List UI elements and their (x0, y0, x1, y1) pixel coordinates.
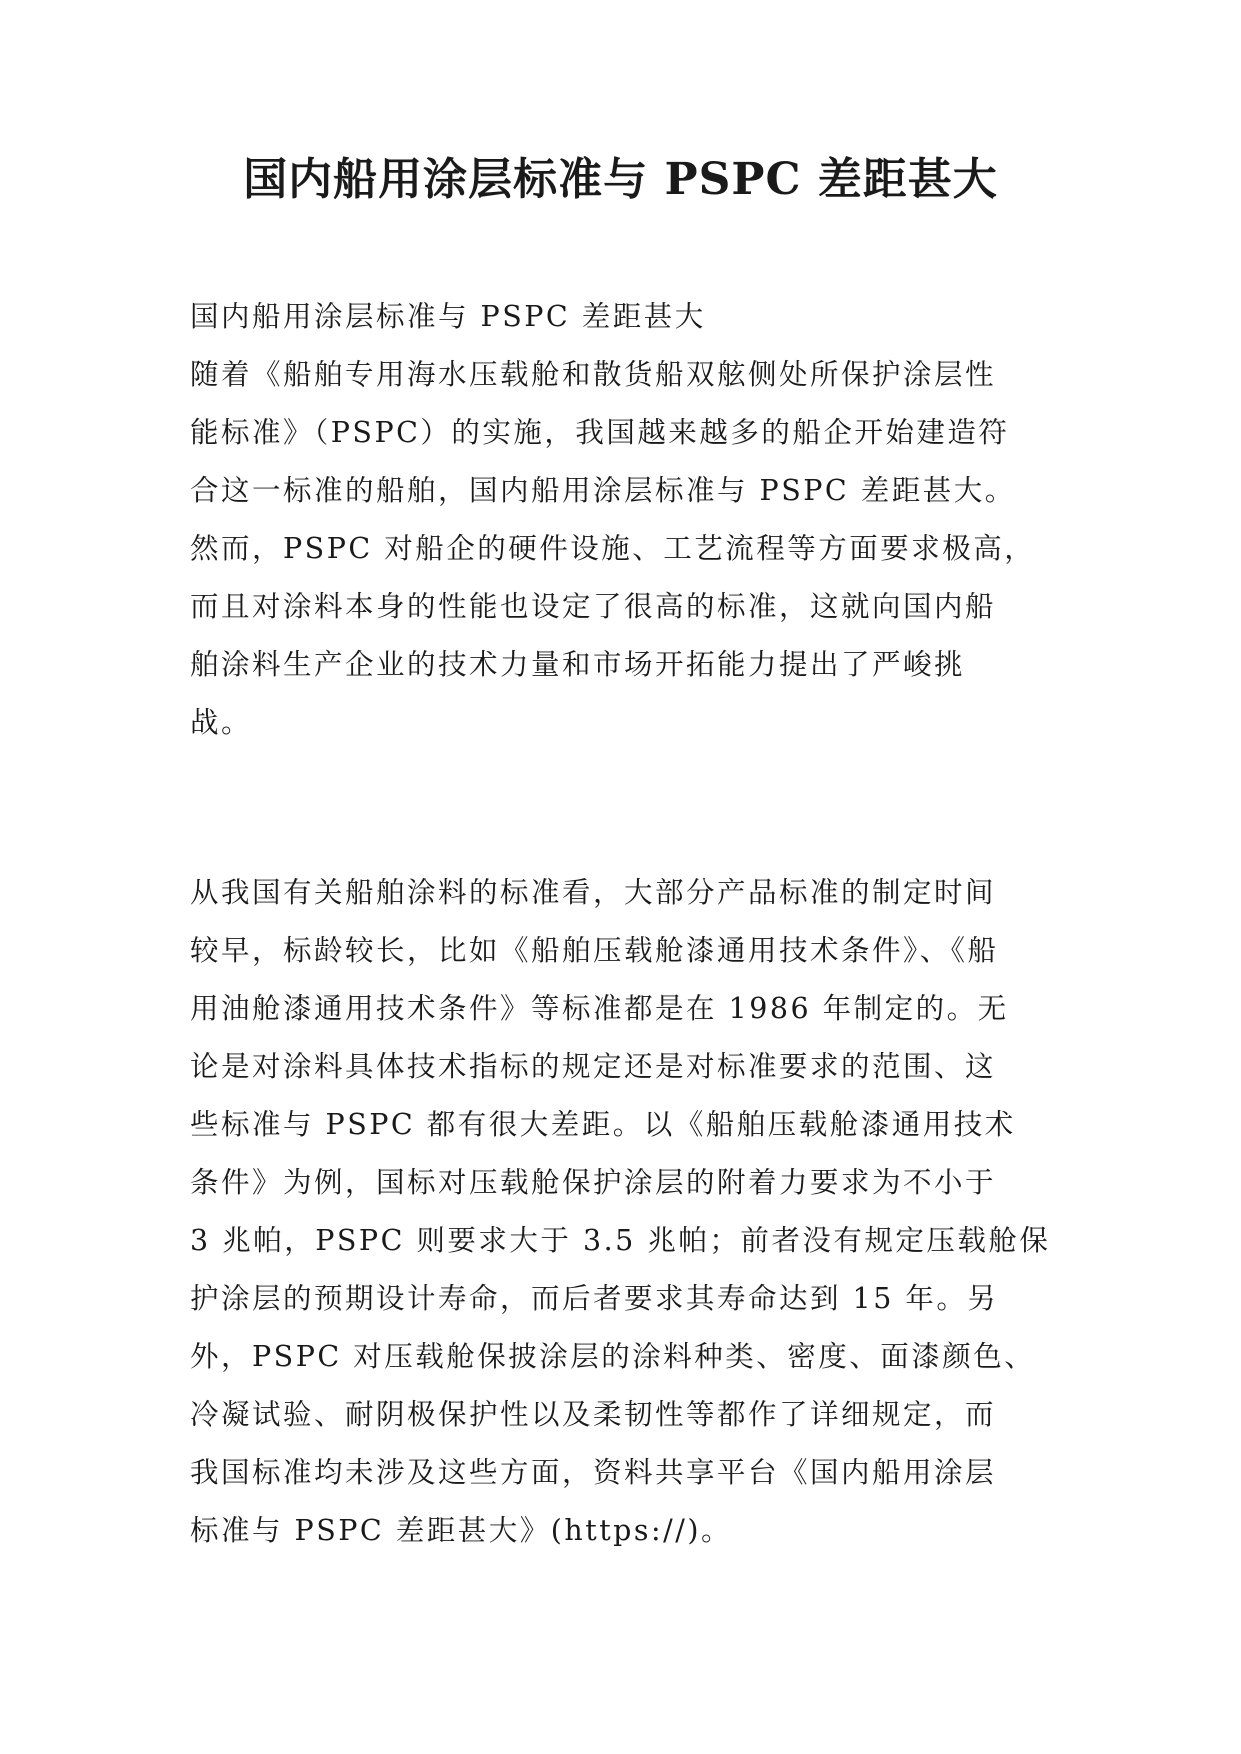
paragraph-intro (190, 288, 1060, 752)
text-line: 3 兆帕，PSPC 则要求大于 3.5 兆帕；前者没有规定压载舱保 (190, 1224, 1051, 1257)
text-line: 国内船用涂层标准与 PSPC 差距甚大 (190, 300, 706, 333)
text-line: 标准与 PSPC 差距甚大》(https://)。 (190, 1514, 732, 1547)
text-line: 能标准》（PSPC）的实施，我国越来越多的船企开始建造符 (190, 416, 1010, 449)
text-line: 然而，PSPC 对船企的硬件设施、工艺流程等方面要求极高， (190, 532, 1036, 565)
text-line: 随着《船舶专用海水压载舱和散货船双舷侧处所保护涂层性 (190, 358, 997, 391)
text-line: 些标准与 PSPC 都有很大差距。以《船舶压载舱漆通用技术 (190, 1108, 1016, 1141)
document-title: 国内船用涂层标准与 PSPC 差距甚大 (243, 154, 998, 205)
text-line: 而且对涂料本身的性能也设定了很高的标准，这就向国内船 (190, 590, 997, 623)
text-line: 冷凝试验、耐阴极保护性以及柔韧性等都作了详细规定，而 (190, 1398, 997, 1431)
text-line: 战。 (190, 706, 253, 739)
text-line: 用油舱漆通用技术条件》等标准都是在 1986 年制定的。无 (190, 992, 1009, 1025)
text-line: 条件》为例，国标对压载舱保护涂层的附着力要求为不小于 (190, 1166, 997, 1199)
text-line: 护涂层的预期设计寿命，而后者要求其寿命达到 15 年。另 (190, 1282, 999, 1315)
text-line: 外，PSPC 对压载舱保披涂层的涂料种类、密度、面漆颜色、 (190, 1340, 1036, 1373)
text-line: 我国标准均未涉及这些方面，资料共享平台《国内船用涂层 (190, 1456, 997, 1489)
text-line: 舶涂料生产企业的技术力量和市场开拓能力提出了严峻挑 (190, 648, 966, 681)
text-line: 合这一标准的船舶，国内船用涂层标准与 PSPC 差距甚大。 (190, 474, 1016, 507)
paragraph-standards (190, 864, 1060, 1560)
text-line: 从我国有关船舶涂料的标准看，大部分产品标准的制定时间 (190, 876, 997, 909)
text-line: 较早，标龄较长，比如《船舶压载舱漆通用技术条件》、《船 (190, 934, 999, 967)
text-line: 论是对涂料具体技术指标的规定还是对标准要求的范围、这 (190, 1050, 997, 1083)
